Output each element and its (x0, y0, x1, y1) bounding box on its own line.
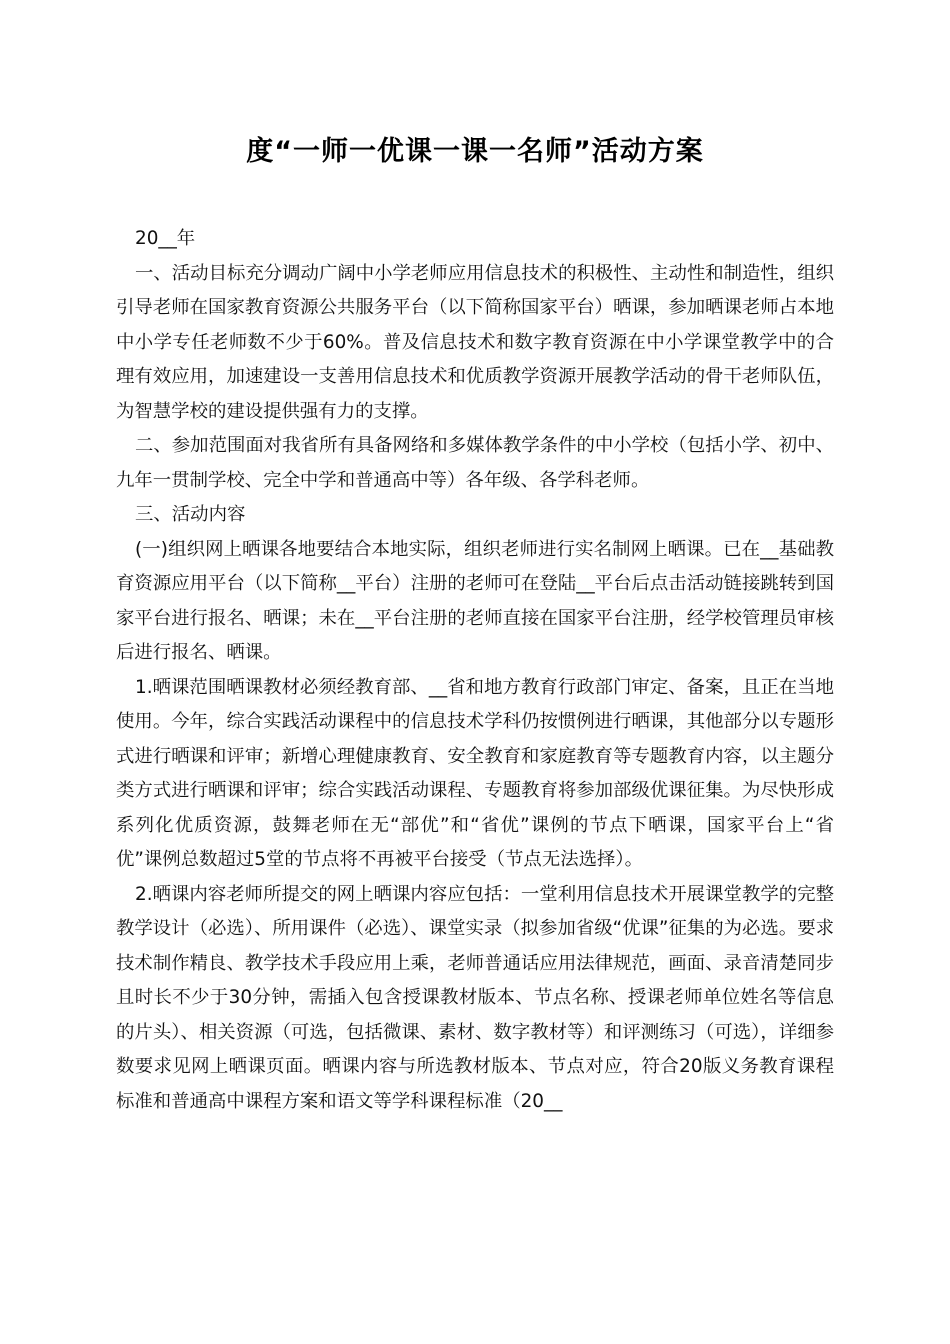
paragraph-activity-content-heading: 三、活动内容 (135, 504, 246, 525)
paragraph-lesson-content: 2.晒课内容老师所提交的网上晒课内容应包括：一堂利用信息技术开展课堂教学的完整教学设计（必选）、所用课件（必选）、课堂实录（拟参加省级“优课”征集的为必选。要求技术制作精良、教学技术手段应用上乘，老师普通话应用法律规范，画面、录音清楚同步且时长不少于30分钟，需插入包含授课教材版本、节点名称、授课老师单位姓名等信息的片头）、相关资源（可选，包括微课、素材、数字教材等）和评测练习（可选），详细参数要求见网上晒课页面。晒课内容与所选教材版本、节点对应，符合20版义务教育课程标准和普通高中课程方案和语文等学科课程标准（20__ (116, 883, 834, 1112)
paragraph-participation-scope: 二、参加范围面对我省所有具备网络和多媒体教学条件的中小学校（包括小学、初中、九年一贯制学校、完全中学和普通高中等）各年级、各学科老师。 (116, 435, 834, 491)
paragraph-lesson-scope: 1.晒课范围晒课教材必须经教育部、__省和地方教育行政部门审定、备案，且正在当地使用。今年，综合实践活动课程中的信息技术学科仍按惯例进行晒课，其他部分以专题形式进行晒课和评审；新增心理健康教育、安全教育和家庭教育等专题教育内容，以主题分类方式进行晒课和评审；综合实践活动课程、专题教育将参加部级优课征集。为尽快形成系列化优质资源，鼓舞老师在无“部优”和“省优”课例的节点下晒课，国家平台上“省优”课例总数超过5堂的节点将不再被平台接受（节点无法选择）。 (116, 676, 834, 870)
paragraph-year: 20__年 (135, 228, 196, 249)
paragraph-online-lesson-organization: (一)组织网上晒课各地要结合本地实际，组织老师进行实名制网上晒课。已在__基础教育资源应用平台（以下简称__平台）注册的老师可在登陆__平台后点击活动链接跳转到国家平台进行报名、晒课；未在__平台注册的老师直接在国家平台注册，经学校管理员审核后进行报名、晒课。 (116, 538, 834, 663)
document-title: 度“一师一优课一课一名师”活动方案 (246, 136, 704, 167)
paragraph-activity-goal: 一、活动目标充分调动广阔中小学老师应用信息技术的积极性、主动性和制造性，组织引导老师在国家教育资源公共服务平台（以下简称国家平台）晒课，参加晒课老师占本地中小学专任老师数不少于60%。普及信息技术和数字教育资源在中小学课堂教学中的合理有效应用，加速建设一支善用信息技术和优质教学资源开展教学活动的骨干老师队伍，为智慧学校的建设提供强有力的支撑。 (116, 262, 834, 422)
document-body (116, 222, 834, 1119)
